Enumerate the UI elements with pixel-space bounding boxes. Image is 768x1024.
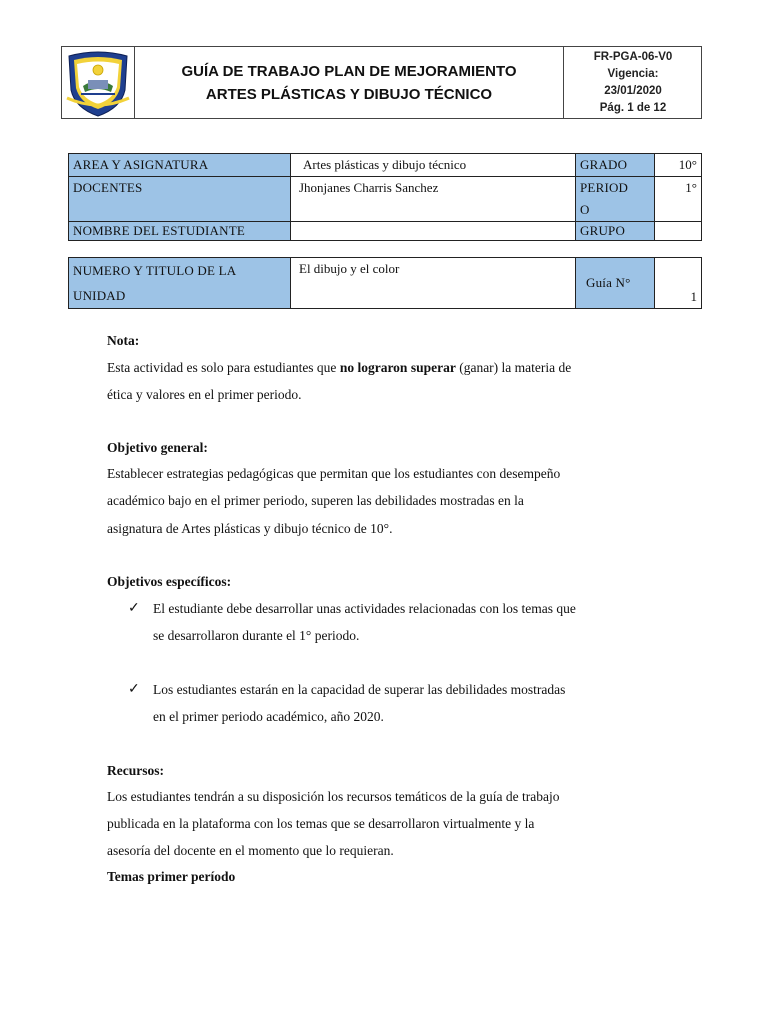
objetivo-especifico-2 xyxy=(128,676,638,730)
objetivo-especifico-2-line-2: en el primer periodo académico, año 2020. xyxy=(153,709,384,724)
objetivo-general-heading: Objetivo general: xyxy=(107,440,208,455)
temas-heading: Temas primer período xyxy=(107,869,236,884)
title-line-1: GUÍA DE TRABAJO PLAN DE MEJORAMIENTO xyxy=(181,62,517,80)
unit-label xyxy=(69,258,291,309)
objetivo-general-line-1: Establecer estrategias pedagógicas que permitan que los estudiantes con desempeño xyxy=(107,466,561,481)
recursos-line-2: publicada en la plataforma con los temas que se desarrollaron virtualmente y la xyxy=(107,816,535,831)
objetivo-general-line-2: académico bajo en el primer periodo, superen las debilidades mostradas en la xyxy=(107,493,524,508)
objetivos-especificos-heading: Objetivos específicos: xyxy=(107,574,232,589)
info-table xyxy=(68,153,702,241)
estudiante-value[interactable] xyxy=(291,222,576,241)
docentes-value: Jhonjanes Charris Sanchez xyxy=(291,177,576,222)
nota-text-bold: no lograron superar xyxy=(339,360,456,375)
page-number: Pág. 1 de 12 xyxy=(599,101,667,114)
recursos-line-3: asesoría del docente en el momento que lo requieran. xyxy=(107,843,394,858)
area-value: Artes plásticas y dibujo técnico xyxy=(291,154,576,177)
unit-label-line-2: UNIDAD xyxy=(73,288,126,303)
nota-text-post: (ganar) la materia de xyxy=(455,360,572,375)
periodo-label-line-2: O xyxy=(580,202,590,217)
periodo-label xyxy=(576,177,655,222)
title-line-2: ARTES PLÁSTICAS Y DIBUJO TÉCNICO xyxy=(205,85,493,103)
guia-label: Guía N° xyxy=(576,258,655,309)
nota-line-1 xyxy=(107,354,637,381)
nota-line-2: ética y valores en el primer periodo. xyxy=(107,387,302,402)
unit-label-line-1: NUMERO Y TITULO DE LA xyxy=(73,263,237,278)
objetivo-especifico-1-line-1: El estudiante debe desarrollar unas actividades relacionadas con los temas que xyxy=(153,601,576,616)
school-shield-logo xyxy=(61,46,135,119)
objetivo-especifico-1 xyxy=(128,595,638,649)
recursos-heading: Recursos: xyxy=(107,763,164,778)
estudiante-label: NOMBRE DEL ESTUDIANTE xyxy=(69,222,291,241)
document-title xyxy=(135,46,564,119)
nota-text-pre: Esta actividad es solo para estudiantes que xyxy=(107,360,340,375)
guia-value: 1 xyxy=(655,258,702,309)
area-label: AREA Y ASIGNATURA xyxy=(69,154,291,177)
nota-heading: Nota: xyxy=(107,333,140,348)
unit-table xyxy=(68,257,702,309)
objetivo-especifico-2-line-1: Los estudiantes estarán en la capacidad de superar las debilidades mostradas xyxy=(153,682,566,697)
vigencia-label: Vigencia: xyxy=(607,67,659,80)
logo-cell xyxy=(61,46,135,119)
objetivo-general-line-3: asignatura de Artes plásticas y dibujo técnico de 10°. xyxy=(107,521,393,536)
checkmark-icon: ✓ xyxy=(128,682,140,697)
document-code: FR-PGA-06-V0 xyxy=(593,50,673,63)
grupo-value[interactable] xyxy=(655,222,702,241)
periodo-value: 1° xyxy=(655,177,702,222)
docentes-label: DOCENTES xyxy=(69,177,291,222)
recursos-line-1: Los estudiantes tendrán a su disposición los recursos temáticos de la guía de trabajo xyxy=(107,789,560,804)
objetivo-especifico-1-line-2: se desarrollaron durante el 1° periodo. xyxy=(153,628,360,643)
vigencia-date: 23/01/2020 xyxy=(604,84,662,97)
unit-value: El dibujo y el color xyxy=(291,258,576,309)
document-code-block xyxy=(564,46,702,119)
grado-label: GRADO xyxy=(576,154,655,177)
checkmark-icon: ✓ xyxy=(128,601,140,616)
grupo-label: GRUPO xyxy=(576,222,655,241)
periodo-label-line-1: PERIOD xyxy=(580,180,629,195)
grado-value: 10° xyxy=(655,154,702,177)
